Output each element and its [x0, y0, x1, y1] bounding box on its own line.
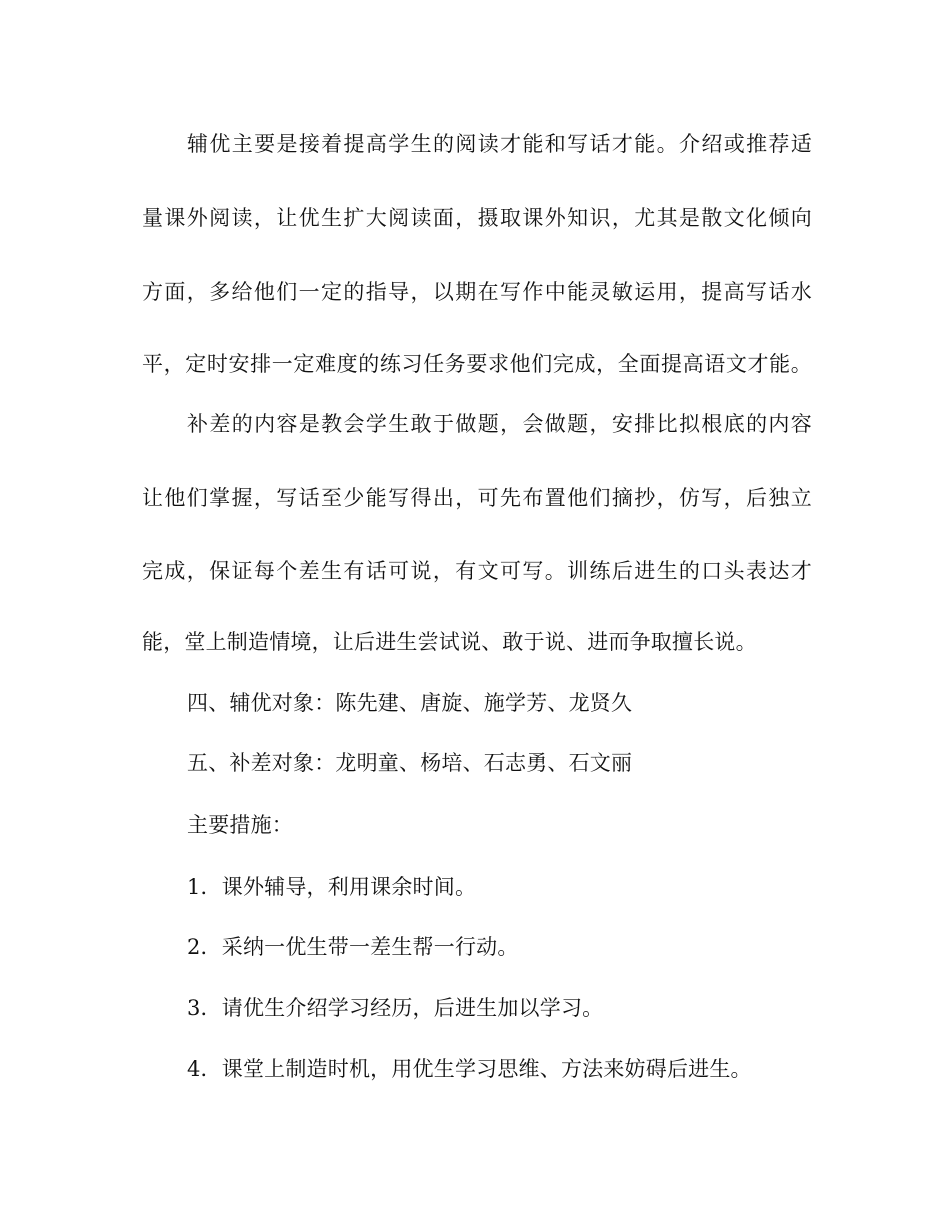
- paragraph-1-line-1: 辅优主要是接着提高学生的阅读才能和写话才能。介绍或推荐适: [187, 132, 812, 156]
- paragraph-2-line-1: 补差的内容是教会学生敢于做题，会做题，安排比拟根底的内容: [187, 412, 812, 436]
- paragraph-2-line-2: 让他们掌握，写话至少能写得出，可先布置他们摘抄，仿写，后独立: [142, 486, 812, 510]
- paragraph-1-line-2: 量课外阅读，让优生扩大阅读面，摄取课外知识，尤其是散文化倾向: [142, 206, 812, 230]
- section-5-remedial-targets: 五、补差对象：龙明童、杨培、石志勇、石文丽: [187, 751, 633, 775]
- measure-item-1: 1．课外辅导，利用课余时间。: [187, 875, 477, 899]
- paragraph-1-line-3: 方面，多给他们一定的指导，以期在写作中能灵敏运用，提高写话水: [142, 280, 812, 304]
- measures-heading: 主要措施：: [187, 813, 293, 837]
- measure-item-2: 2．采纳一优生带一差生帮一行动。: [187, 935, 519, 959]
- paragraph-2-line-4: 能，堂上制造情境，让后进生尝试说、敢于说、进而争取擅长说。: [142, 630, 757, 654]
- measure-item-3: 3．请优生介绍学习经历，后进生加以学习。: [187, 996, 604, 1020]
- section-4-tutoring-targets: 四、辅优对象：陈先建、唐旋、施学芳、龙贤久: [187, 691, 633, 715]
- paragraph-1-line-4: 平，定时安排一定难度的练习任务要求他们完成，全面提高语文才能。: [142, 352, 812, 376]
- measure-item-4: 4．课堂上制造时机，用优生学习思维、方法来妨碍后进生。: [187, 1057, 752, 1081]
- paragraph-2-line-3: 完成，保证每个差生有话可说，有文可写。训练后进生的口头表达才: [142, 559, 812, 583]
